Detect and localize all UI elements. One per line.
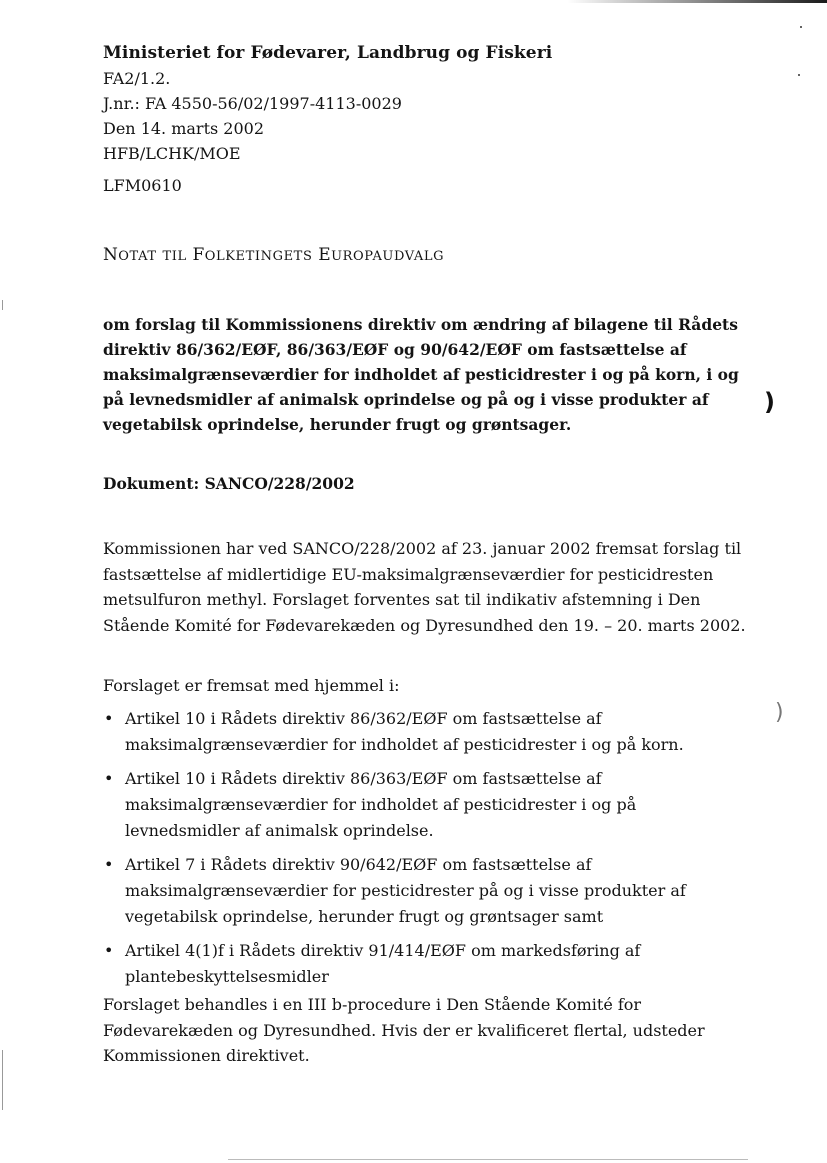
list-item: • Artikel 10 i Rådets direktiv 86/363/EØF om fastsættelse af maksimalgrænseværdier for indholdet af pesticidrester i og på levnedsmidler af animalsk oprindelse.: [103, 766, 753, 844]
document-code: LFM0610: [103, 176, 182, 195]
legal-basis-intro: Forslaget er fremsat med hjemmel i:: [103, 676, 400, 695]
subject-paragraph: om forslag til Kommissionens direktiv om ændring af bilagene til Rådets direktiv 86/362/EØF, 86/363/EØF og 90/642/EØF om fastsættelse af maksimalgrænseværdier for indholdet af pesticidrester i og på korn, i og på levnedsmidler af animalsk oprindelse og på og i visse produkter af vegetabilsk oprindelse, herunder frugt og grøntsager.: [103, 315, 739, 434]
ministry-name: Ministeriet for Fødevarer, Landbrug og Fiskeri: [103, 43, 553, 63]
scan-mark: [2, 1050, 3, 1110]
legal-basis-list: [103, 706, 753, 998]
list-item: • Artikel 4(1)f i Rådets direktiv 91/414/EØF om markedsføring af plantebeskyttelsesmidler: [103, 938, 753, 990]
letterhead: [103, 41, 552, 166]
body-paragraph: Forslaget behandles i en III b-procedure i Den Stående Komité for Fødevarekæden og Dyresundhed. Hvis der er kvalificeret flertal, udsteder Kommissionen direktivet.: [103, 995, 705, 1065]
scan-edge-bottom: [228, 1159, 748, 1160]
punch-hole-mark: ): [775, 700, 784, 725]
reference: FA2/1.2.: [103, 69, 171, 88]
bullet-icon: •: [104, 709, 114, 728]
author-initials: HFB/LCHK/MOE: [103, 144, 241, 163]
scan-edge-top: [567, 0, 827, 3]
list-item: • Artikel 7 i Rådets direktiv 90/642/EØF om fastsættelse af maksimalgrænseværdier for pesticidrester på og i visse produkter af vegetabilsk oprindelse, herunder frugt og grøntsager samt: [103, 852, 753, 930]
document-date: Den 14. marts 2002: [103, 119, 265, 138]
bullet-icon: •: [104, 769, 114, 788]
document-heading: NOTAT TIL FOLKETINGETS EUROPAUDVALG: [103, 245, 445, 265]
scan-dot: [798, 74, 800, 76]
journal-number: J.nr.: FA 4550-56/02/1997-4113-0029: [103, 94, 402, 113]
scan-mark: [2, 300, 3, 310]
document-reference: Dokument: SANCO/228/2002: [103, 474, 355, 493]
scan-dot: [800, 26, 802, 28]
list-item: • Artikel 10 i Rådets direktiv 86/362/EØF om fastsættelse af maksimalgrænseværdier for indholdet af pesticidrester i og på korn.: [103, 706, 753, 758]
bullet-icon: •: [104, 941, 114, 960]
body-paragraph: Kommissionen har ved SANCO/228/2002 af 23. januar 2002 fremsat forslag til fastsættelse af midlertidige EU-maksimalgrænseværdier for pesticidresten metsulfuron methyl. Forslaget forventes sat til indikativ afstemning i Den Stående Komité for Fødevarekæden og Dyresundhed den 19. – 20. marts 2002.: [103, 539, 746, 635]
punch-hole-mark: ): [764, 388, 775, 416]
bullet-icon: •: [104, 855, 114, 874]
